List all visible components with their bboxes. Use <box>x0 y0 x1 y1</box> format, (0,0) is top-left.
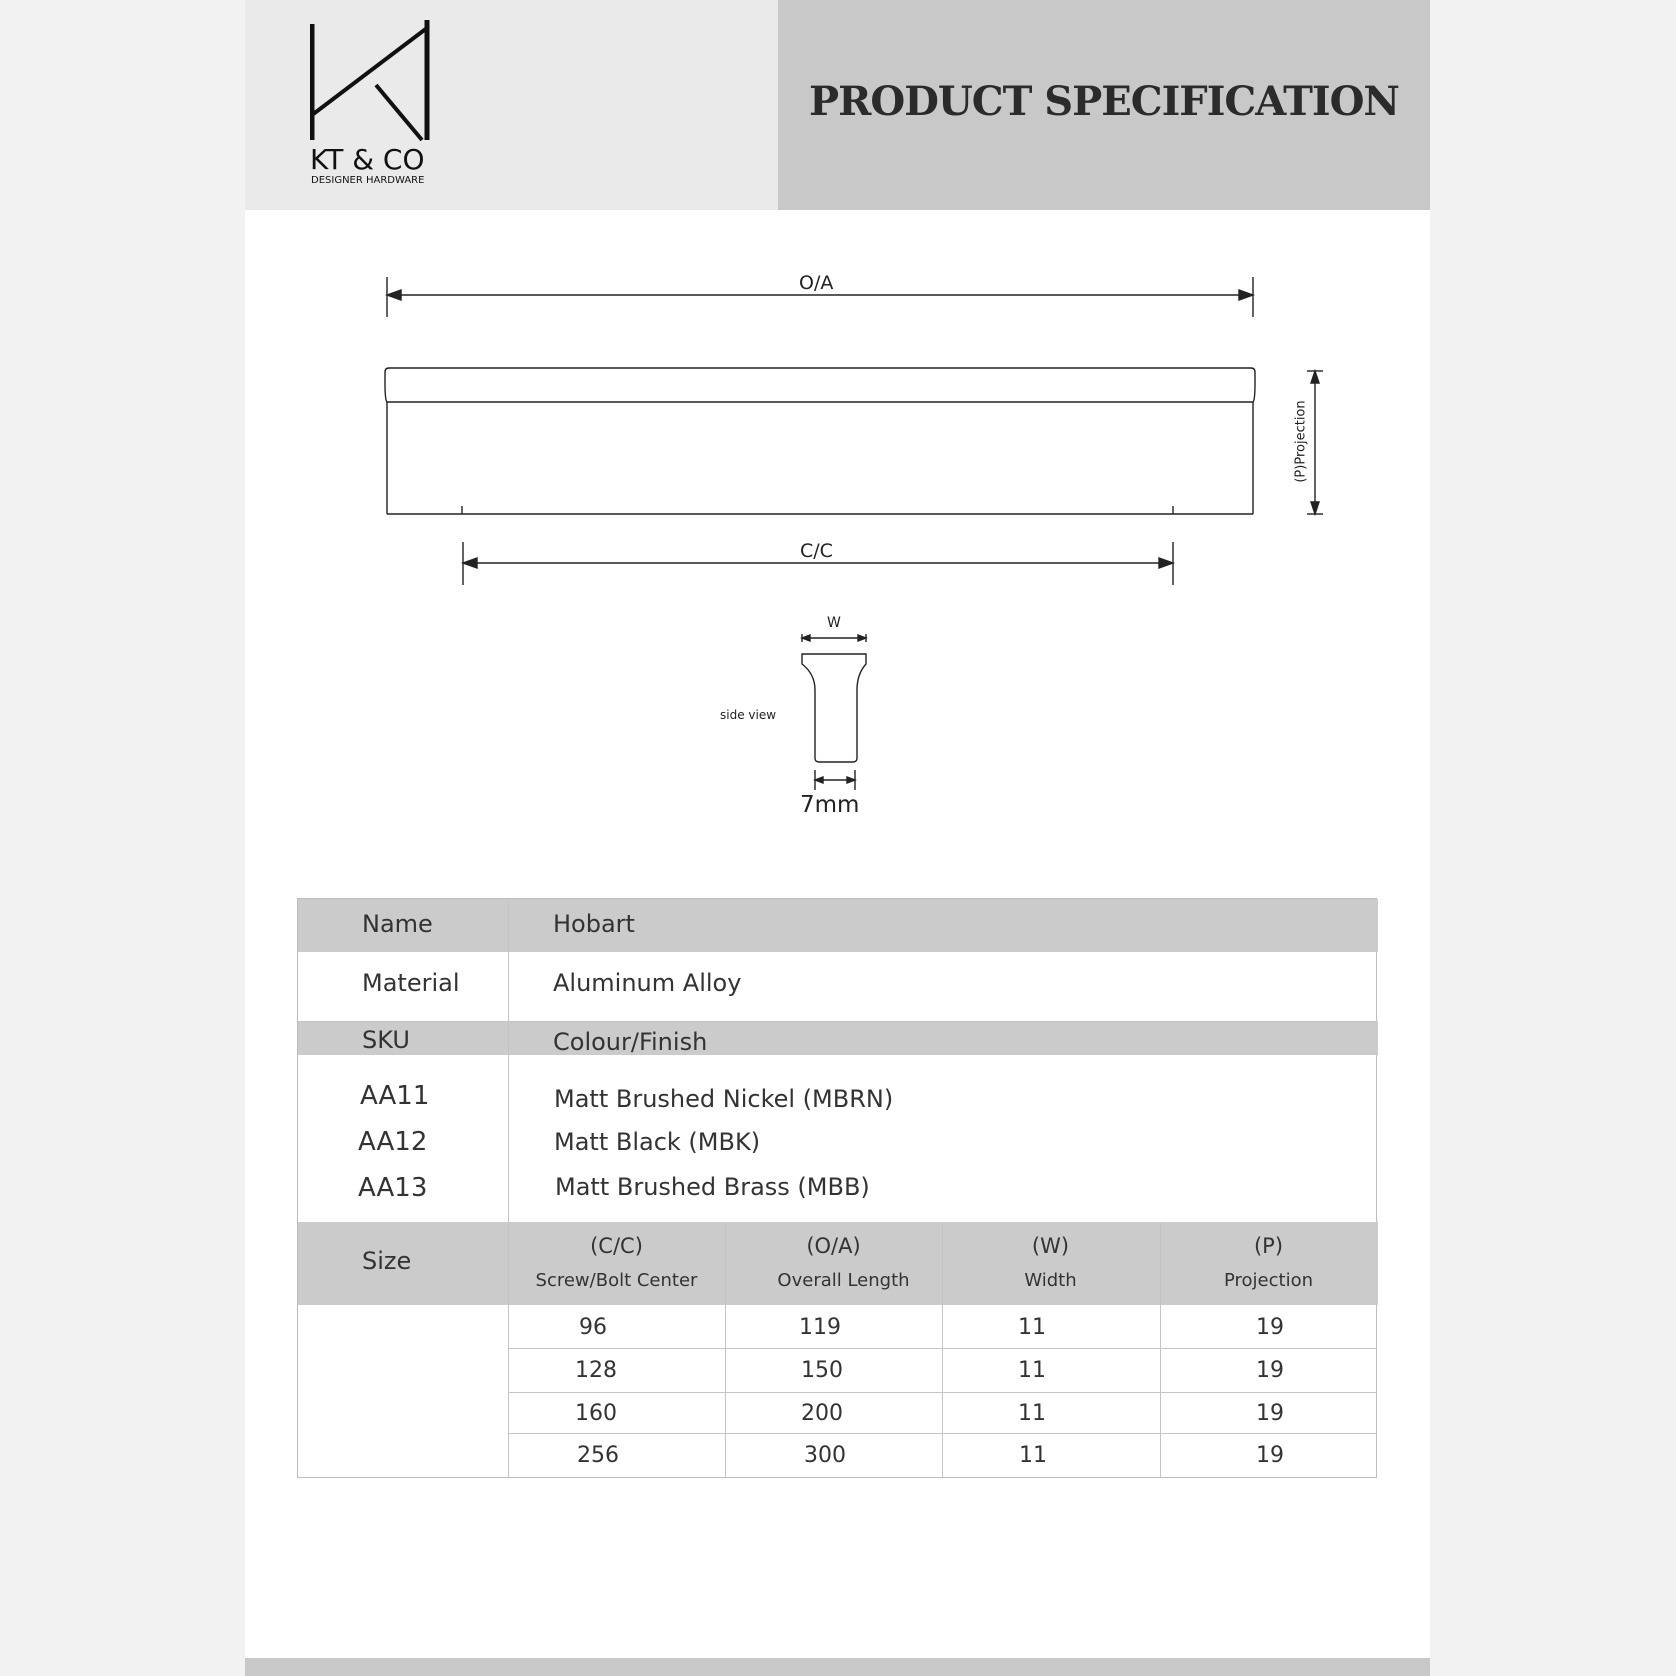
footer-bar <box>245 1658 1430 1676</box>
oa-value: 119 <box>799 1315 841 1340</box>
size-table-body <box>298 1305 1378 1477</box>
finish-label: Colour/Finish <box>553 1028 708 1056</box>
column-divider <box>725 1222 726 1477</box>
table-row <box>298 1348 1378 1392</box>
variant-finish: Matt Black (MBK) <box>554 1128 761 1156</box>
brand-name: KT & CO <box>310 143 425 176</box>
column-divider <box>942 1222 943 1477</box>
row-divider <box>298 1021 1376 1022</box>
variant-sku: AA12 <box>358 1127 428 1157</box>
column-desc: Projection <box>1223 1270 1313 1291</box>
variant-sku: AA11 <box>360 1081 430 1111</box>
center-to-center-label: C/C <box>800 540 833 562</box>
p-value: 19 <box>1256 1401 1284 1426</box>
overall-length-label: O/A <box>799 272 834 294</box>
cc-value: 128 <box>575 1358 617 1383</box>
variants-block <box>298 1055 1378 1222</box>
name-row <box>298 899 1378 952</box>
p-value: 19 <box>1256 1443 1284 1468</box>
row-divider <box>508 1433 1376 1434</box>
p-value: 19 <box>1256 1315 1284 1340</box>
p-value: 19 <box>1256 1358 1284 1383</box>
w-value: 11 <box>1019 1443 1047 1468</box>
sku-header-row <box>298 1021 1378 1055</box>
column-desc: Screw/Bolt Center <box>535 1270 698 1291</box>
w-value: 11 <box>1018 1401 1046 1426</box>
width-label: W <box>827 615 841 631</box>
material-row <box>298 952 1378 1021</box>
row-divider <box>508 1348 1376 1349</box>
size-header-row <box>298 1222 1378 1305</box>
table-row <box>298 1433 1378 1477</box>
column-code: (O/A) <box>806 1234 861 1258</box>
oa-value: 300 <box>804 1443 846 1468</box>
cc-value: 160 <box>575 1401 617 1426</box>
technical-drawing <box>245 250 1430 850</box>
side-view-label: side view <box>720 708 777 722</box>
oa-value: 200 <box>801 1401 843 1426</box>
column-divider <box>508 899 509 1477</box>
variant-finish: Matt Brushed Nickel (MBRN) <box>554 1085 894 1113</box>
projection-label: (P)Projection <box>1293 400 1309 483</box>
page-title: PRODUCT SPECIFICATION <box>809 78 1399 125</box>
header-logo-panel <box>245 0 778 210</box>
w-value: 11 <box>1018 1315 1046 1340</box>
oa-value: 150 <box>801 1358 843 1383</box>
column-code: (W) <box>1031 1234 1070 1258</box>
brand-tagline: DESIGNER HARDWARE <box>311 175 425 186</box>
variant-finish: Matt Brushed Brass (MBB) <box>555 1173 870 1201</box>
column-code: (P) <box>1253 1234 1284 1258</box>
row-divider <box>508 1392 1376 1393</box>
material-label: Material <box>362 969 460 997</box>
column-desc: Overall Length <box>777 1270 910 1291</box>
cc-value: 256 <box>577 1443 619 1468</box>
sku-label: SKU <box>362 1026 410 1054</box>
column-code: (C/C) <box>590 1234 643 1258</box>
spec-table <box>297 898 1377 1478</box>
variant-sku: AA13 <box>358 1173 428 1203</box>
column-desc: Width <box>1024 1270 1077 1291</box>
handle-drawing-svg <box>245 250 1430 850</box>
column-divider <box>1160 1222 1161 1477</box>
name-value: Hobart <box>553 910 635 938</box>
table-row <box>298 1392 1378 1433</box>
w-value: 11 <box>1018 1358 1046 1383</box>
cc-value: 96 <box>579 1315 607 1340</box>
material-value: Aluminum Alloy <box>553 969 742 997</box>
header-title-panel <box>778 0 1430 210</box>
table-row <box>298 1305 1378 1348</box>
spec-sheet <box>245 0 1430 1676</box>
name-label: Name <box>362 910 433 938</box>
size-label: Size <box>362 1247 412 1275</box>
thickness-label: 7mm <box>800 792 860 818</box>
